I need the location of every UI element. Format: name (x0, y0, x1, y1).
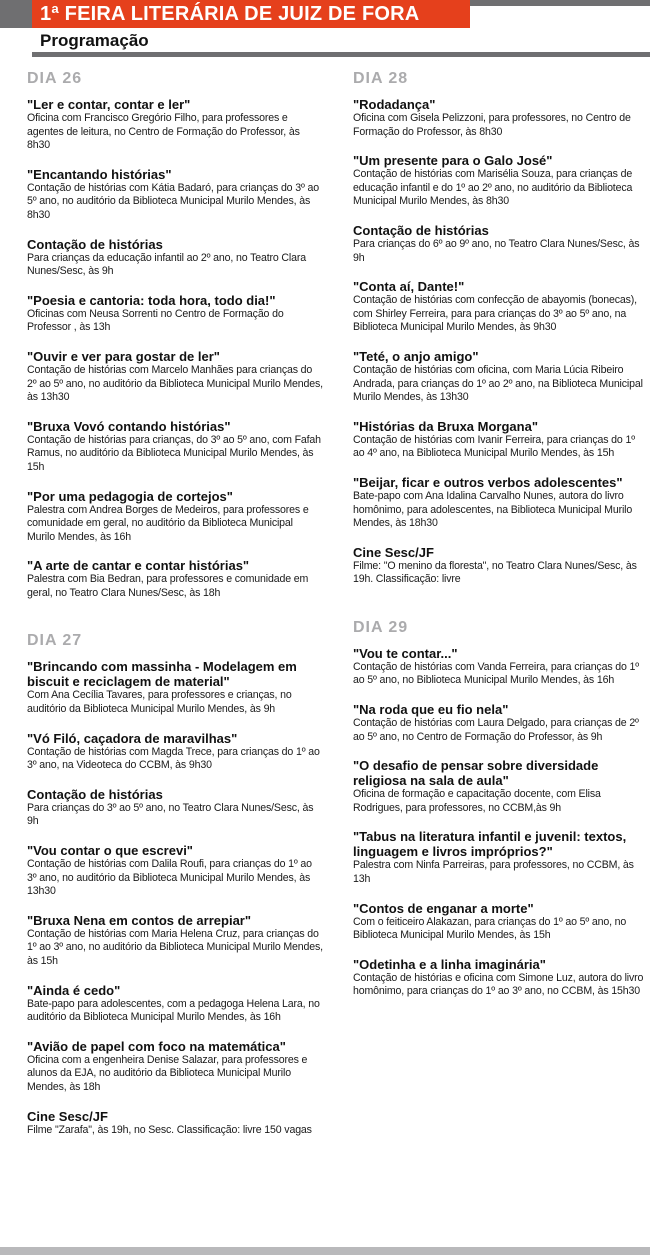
event-title: "Brincando com massinha - Modelagem em biscuit e reciclagem de material" (27, 659, 297, 690)
event-description: Contação de histórias com Maria Helena Cruz, para crianças do 1º ao 3º ano, no auditório da Biblioteca Municipal Murilo Mendes, às 15h (27, 927, 323, 967)
header-rule (32, 52, 650, 57)
event-item (353, 419, 649, 461)
event-item (353, 702, 649, 744)
event-description: Contação de histórias com Dalila Roufi, para crianças do 1º ao 3º ano, no auditório da Biblioteca Municipal Murilo Mendes, às 13h30 (27, 858, 312, 898)
bottom-rule (0, 1247, 650, 1255)
event-item (27, 558, 323, 600)
event-item (27, 1039, 323, 1095)
event-description: Para crianças do 6º ao 9º ano, no Teatro Clara Nunes/Sesc, às 9h (353, 237, 640, 264)
event-title: "Conta aí, Dante!" (353, 279, 465, 295)
event-title: "Ainda é cedo" (27, 982, 121, 998)
event-item (353, 349, 649, 405)
event-description: Palestra com Ninfa Parreiras, para professores, no CCBM, às 13h (353, 859, 634, 886)
event-title: Cine Sesc/JF (27, 1108, 108, 1124)
event-description: Contação de histórias com oficina, com Maria Lúcia Ribeiro Andrada, para crianças do 1º ao 2º ano, na Biblioteca Municipal Murilo Mendes, às 13h30 (353, 363, 643, 404)
event-title: "Um presente para o Galo José" (353, 153, 553, 169)
left-column (27, 70, 323, 1151)
event-item (27, 489, 323, 545)
event-item (27, 293, 323, 335)
event-item (353, 957, 649, 999)
event-item (27, 167, 323, 223)
event-item (353, 829, 649, 886)
event-title: "Bruxa Nena em contos de arrepiar" (27, 912, 252, 928)
event-description: Filme: "O menino da floresta", no Teatro Clara Nunes/Sesc, às 19h. Classificação: livre (353, 559, 637, 586)
event-title: "Rodadança" (353, 97, 436, 112)
event-item (353, 545, 649, 587)
event-item (27, 787, 323, 829)
event-item (27, 419, 323, 475)
event-title: "Vou contar o que escrevi" (27, 843, 193, 859)
event-description: Para crianças do 3º ao 5º ano, no Teatro Clara Nunes/Sesc, às 9h (27, 801, 314, 828)
event-title: "Ouvir e ver para gostar de ler" (27, 348, 220, 364)
day-heading: DIA 26 (27, 70, 83, 87)
event-description: Com o feiticeiro Alakazan, para crianças do 1º ao 5º ano, no Biblioteca Municipal Murilo Mendes, às 15h (353, 915, 627, 942)
event-title: Contação de histórias (353, 222, 489, 238)
event-title: "Beijar, ficar e outros verbos adolescentes" (353, 474, 623, 490)
event-description: Contação de histórias e oficina com Simone Luz, autora do livro homônimo, para crianças do 1º ao 3º ano, no CCBM, às 15h30 (353, 971, 644, 998)
event-title: Contação de histórias (27, 236, 163, 252)
event-item (27, 349, 323, 405)
event-description: Filme "Zarafa", às 19h, no Sesc. Classificação: livre 150 vagas (27, 1123, 312, 1136)
event-title: "Avião de papel com foco na matemática" (27, 1038, 286, 1054)
event-item (27, 659, 323, 716)
event-title: "Na roda que eu fio nela" (353, 702, 509, 718)
event-description: Palestra com Bia Bedran, para professores e comunidade em geral, no Teatro Clara Nunes/Sesc, às 18h (27, 573, 309, 599)
event-item (353, 475, 649, 531)
page-subtitle: Programação (40, 31, 149, 50)
event-description: Oficinas com Neusa Sorrenti no Centro de Formação do Professor , às 13h (27, 307, 284, 334)
event-description: Para crianças da educação infantil ao 2º ano, no Teatro Clara Nunes/Sesc, às 9h (27, 251, 306, 278)
right-column (353, 70, 649, 1013)
event-title: "Ler e contar, contar e ler" (27, 97, 191, 112)
event-item (353, 153, 649, 209)
header-band (0, 0, 32, 28)
page-title: 1ª FEIRA LITERÁRIA DE JUIZ DE FORA (32, 0, 470, 28)
event-item (27, 843, 323, 899)
event-item (27, 237, 323, 279)
event-description: Contação de histórias para crianças, do 3º ao 5º ano, com Fafah Ramus, no auditório da Biblioteca Municipal Murilo Mendes, às 15h (27, 433, 321, 473)
day-heading: DIA 27 (27, 632, 83, 650)
event-title: "A arte de cantar e contar histórias" (27, 558, 250, 574)
event-description: Oficina com a engenheira Denise Salazar, para professores e alunos da EJA, no auditório da Biblioteca Municipal Murilo Mendes, às 18h (27, 1053, 308, 1093)
event-description: Contação de histórias com confecção de abayomis (bonecas), com Shirley Ferreira, para para crianças do 3º ao 5º ano, na Biblioteca Municipal Murilo Mendes, às 9h30 (353, 294, 637, 334)
event-description: Contação de histórias com Kátia Badaró, para crianças do 3º ao 5º ano, no auditório da Biblioteca Municipal Murilo Mendes, às 8h30 (27, 181, 319, 221)
event-item (27, 97, 323, 153)
event-title: "Bruxa Vovó contando histórias" (27, 418, 231, 434)
event-item (353, 758, 649, 815)
event-description: Contação de histórias com Laura Delgado, para crianças de 2º ao 5º ano, no Centro de Formação do Professor, às 9h (353, 717, 639, 743)
event-description: Contação de histórias com Magda Trece, para crianças do 1º ao 3º ano, na Videoteca do CCBM, às 9h30 (27, 745, 320, 772)
event-title: "Histórias da Bruxa Morgana" (353, 418, 538, 434)
event-item (27, 731, 323, 773)
event-title: "Vou te contar..." (353, 645, 458, 661)
event-description: Bate-papo com Ana Idalina Carvalho Nunes, autora do livro homônimo, para adolescentes, na Biblioteca Municipal Murilo Mendes, às 18h30 (353, 489, 633, 530)
event-description: Bate-papo para adolescentes, com a pedagoga Helena Lara, no auditório da Biblioteca Municipal Murilo Mendes, às 16h (27, 997, 320, 1024)
event-item (353, 223, 649, 265)
event-title: "Tabus na literatura infantil e juvenil: textos, linguagem e livros impróprios?" (353, 829, 627, 860)
event-title: "Poesia e cantoria: toda hora, todo dia!" (27, 292, 276, 308)
event-item (27, 1109, 323, 1138)
event-item (27, 913, 323, 969)
event-title: "Odetinha e a linha imaginária" (353, 956, 546, 972)
day-heading: DIA 28 (353, 70, 409, 87)
event-title: Cine Sesc/JF (353, 544, 434, 560)
event-title: "Teté, o anjo amigo" (353, 348, 479, 364)
event-item (353, 646, 649, 688)
event-item (27, 983, 323, 1025)
event-description: Oficina de formação e capacitação docente, com Elisa Rodrigues, para professores, no CCBM,às 9h (353, 788, 601, 814)
event-description: Contação de histórias com Ivanir Ferreira, para crianças do 1º ao 4º ano, na Biblioteca Municipal Murilo Mendes, às 15h (353, 433, 635, 460)
event-description: Contação de histórias com Marcelo Manhães para crianças do 2º ao 5º ano, no auditório da Biblioteca Municipal Murilo Mendes, às 13h30 (27, 363, 323, 404)
event-title: "Encantando histórias" (27, 166, 172, 182)
event-item (353, 901, 649, 943)
event-description: Contação de histórias com Marisélia Souza, para crianças de educação infantil e do 1º ao 2º ano, no auditório da Biblioteca Municipal Murilo Mendes, às 8h30 (353, 168, 633, 208)
event-description: Oficina com Gisela Pelizzoni, para professores, no Centro de Formação do Professor, às 8h30 (353, 112, 631, 138)
day-heading: DIA 29 (353, 618, 409, 636)
event-title: "Vó Filó, caçadora de maravilhas" (27, 730, 238, 746)
event-item (353, 279, 649, 335)
event-description: Oficina com Francisco Gregório Filho, para professores e agentes de leitura, no Centro de Formação do Professor, às 8h30 (27, 112, 300, 152)
event-title: Contação de histórias (27, 786, 163, 802)
event-title: "O desafio de pensar sobre diversidade religiosa na sala de aula" (353, 758, 599, 789)
event-description: Contação de histórias com Vanda Ferreira, para crianças do 1º ao 5º ano, no Biblioteca Municipal Murilo Mendes, às 16h (353, 660, 640, 687)
event-title: "Contos de enganar a morte" (353, 900, 534, 916)
event-title: "Por uma pedagogia de cortejos" (27, 488, 233, 504)
event-description: Palestra com Andrea Borges de Medeiros, para professores e comunidade em geral, no auditório da Biblioteca Municipal Murilo Mendes, às 16h (27, 503, 309, 543)
event-description: Com Ana Cecília Tavares, para professores e crianças, no auditório da Biblioteca Municipal Murilo Mendes, às 9h (27, 689, 292, 716)
event-item (353, 97, 649, 139)
